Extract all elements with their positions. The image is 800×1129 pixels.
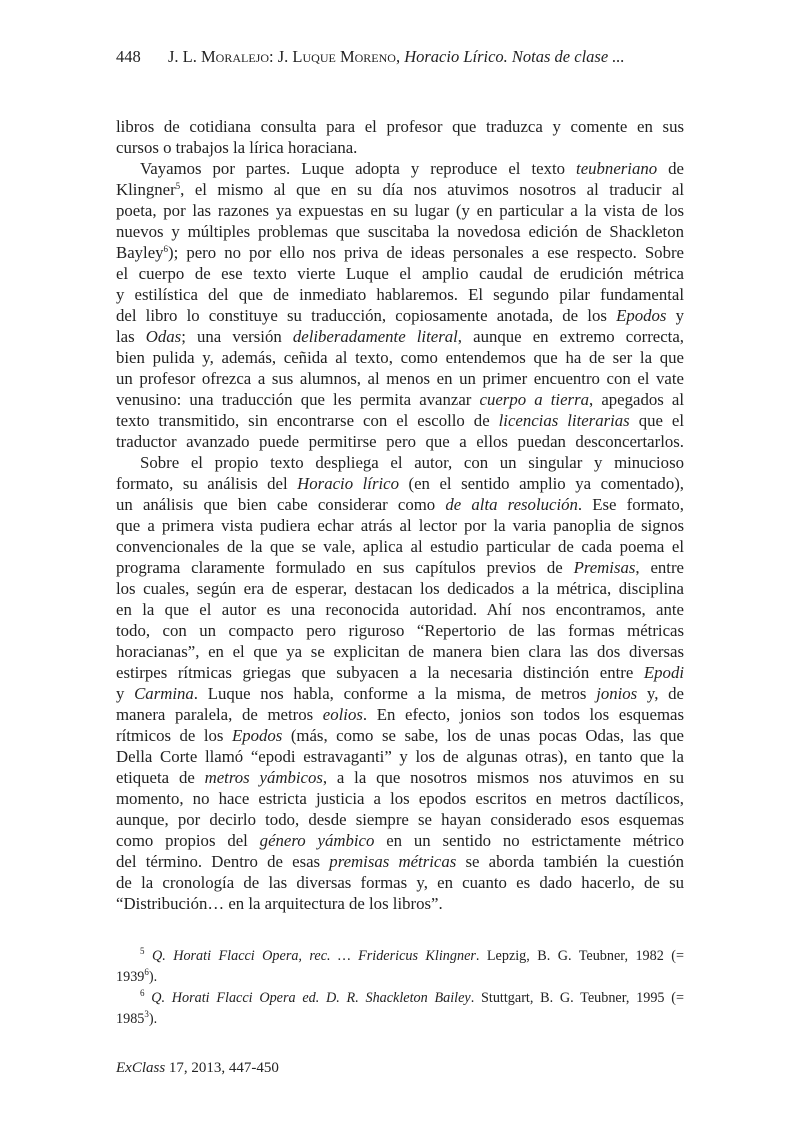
text-run: del libro lo constituye su traducción, copiosamente anotada, de los (116, 306, 617, 325)
text-run: libros de cotidiana consulta para el profesor que traduzca y comente en sus (116, 117, 684, 136)
text-line (116, 305, 684, 326)
text-run: “Distribución… en la arquitectura de los libros”. (116, 894, 443, 913)
footnote-marker: 5 (175, 181, 181, 191)
text-line (116, 179, 684, 200)
separator: , (395, 47, 405, 66)
text-line (116, 410, 684, 431)
text-run: y (116, 684, 135, 703)
text-line (116, 578, 684, 599)
book-title: Horacio Lírico. Notas de clase ... (404, 47, 625, 66)
text-line (116, 368, 684, 389)
text-line (116, 788, 684, 809)
text-run: (más, como se sabe, los de unas pocas Odas, las que (282, 726, 684, 745)
text-run: rítmicos de los (116, 726, 232, 745)
italic-text: jonios (596, 684, 638, 703)
italic-text: de alta resolución (445, 495, 578, 514)
text-run: venusino: una traducción que les permita avanzar (116, 390, 480, 409)
footnote-marker: 6 (144, 967, 149, 977)
text-run (145, 948, 152, 964)
italic-text: licencias literarias (498, 411, 630, 430)
footnote-marker: 6 (163, 244, 169, 254)
text-run: momento, no hace estricta justicia a los epodos escritos en metros dactílicos, (116, 789, 684, 808)
text-run: se aborda también la cuestión (456, 852, 685, 871)
footnote-marker: 5 (140, 946, 145, 956)
footnote-line (116, 946, 684, 967)
text-line (116, 263, 684, 284)
text-run: horacianas”, en el que ya se explicitan de manera bien clara las dos diversas (116, 642, 684, 661)
separator: : (269, 47, 278, 66)
text-line (116, 704, 684, 725)
text-run: bien pulida y, además, ceñida al texto, como entendemos que ha de ser la que (116, 348, 684, 367)
text-run: . Lepzig, B. G. Teubner, 1982 (= (475, 948, 684, 964)
text-run: Vayamos por partes. Luque adopta y reproduce el texto (140, 159, 577, 178)
text-run: que el (629, 411, 685, 430)
footnote-line (116, 967, 684, 988)
text-line (116, 767, 684, 788)
text-line (116, 431, 684, 452)
footnote-marker: 3 (144, 1009, 149, 1019)
text-line (116, 515, 684, 536)
text-line (116, 284, 684, 305)
text-run: . Luque nos habla, conforme a la misma, de metros (193, 684, 597, 703)
text-run: , apegados al (589, 390, 685, 409)
text-run: el cuerpo de ese texto vierte Luque el amplio caudal de erudición métrica (116, 264, 684, 283)
text-run: en un sentido no estrictamente métrico (374, 831, 684, 850)
text-run: . Ese formato, (577, 495, 684, 514)
page-number: 448 (116, 47, 141, 66)
text-line (116, 389, 684, 410)
text-run: , aunque en extremo correcta, (457, 327, 684, 346)
text-run: ; una versión (181, 327, 293, 346)
text-run: , entre (635, 558, 684, 577)
italic-text: Q. Horati Flacci Opera ed. D. R. Shackleton Bailey (151, 990, 471, 1006)
italic-text: metros yámbicos (204, 768, 323, 787)
text-run: texto transmitido, sin encontrarse con el escollo de (116, 411, 499, 430)
italic-text: Horacio lírico (297, 474, 399, 493)
text-run: , el mismo al que en su día nos atuvimos nosotros al traducir al (180, 180, 684, 199)
italic-text: deliberadamente literal (292, 327, 458, 346)
italic-text: cuerpo a tierra (479, 390, 589, 409)
author-name: J. Luque Moreno (277, 47, 396, 66)
text-run: convencionales de la que se vale, aplica al estudio particular de cada poema el (116, 537, 684, 556)
body-text (116, 116, 684, 914)
text-run: 1939 (116, 969, 145, 985)
text-run: nuevos y múltiples problemas que suscitaba la novedosa edición de Shackleton (116, 222, 684, 241)
text-run: Bayley (116, 243, 164, 262)
text-run: Sobre el propio texto despliega el autor, con un singular y minucioso (140, 453, 684, 472)
reviewer-name: J. L. Moralejo (168, 47, 270, 66)
text-run: Klingner (116, 180, 176, 199)
text-run: como propios del (116, 831, 260, 850)
footnote-line (116, 988, 684, 1009)
text-run: programa claramente formulado en sus capítulos previos de (116, 558, 574, 577)
text-run: todo, con un compacto pero riguroso “Repertorio de las formas métricas (116, 621, 684, 640)
text-line (116, 473, 684, 494)
italic-text: premisas métricas (329, 852, 457, 871)
journal-name: ExClass (116, 1060, 166, 1076)
italic-text: eolios (322, 705, 363, 724)
running-header (116, 47, 625, 67)
text-line (116, 641, 684, 662)
italic-text: Epodos (616, 306, 667, 325)
text-run: estirpes rítmicas griegas que subyacen a la necesaria distinción entre (116, 663, 644, 682)
text-run: y, de (637, 684, 684, 703)
text-line (116, 137, 684, 158)
text-run: aunque, por decirlo todo, desde siempre se hayan considerado esos esquemas (116, 810, 684, 829)
text-line (116, 662, 684, 683)
text-run: . Stuttgart, B. G. Teubner, 1995 (= (470, 990, 684, 1006)
text-line (116, 851, 684, 872)
journal-footer (116, 1060, 279, 1077)
text-run: ). (148, 969, 158, 985)
text-run: las (116, 327, 146, 346)
text-line (116, 536, 684, 557)
text-run: 1985 (116, 1011, 145, 1027)
italic-text: Premisas (573, 558, 636, 577)
text-line (116, 599, 684, 620)
text-line (116, 725, 684, 746)
text-run: ). (148, 1011, 158, 1027)
text-run: manera paralela, de metros (116, 705, 323, 724)
text-line (116, 683, 684, 704)
text-line (116, 746, 684, 767)
text-run: un análisis que bien cabe considerar como (116, 495, 446, 514)
text-run: los cuales, según era de esperar, destacan los dedicados a la métrica, disciplina (116, 579, 684, 598)
italic-text: Q. Horati Flacci Opera, rec. … Fridericus Klingner (151, 948, 476, 964)
footnote-line (116, 1009, 684, 1030)
text-run: formato, su análisis del (116, 474, 298, 493)
text-run: traductor avanzado puede permitirse pero que a ellos puedan desconcertarlos. (116, 432, 684, 451)
text-run: etiqueta de (116, 768, 205, 787)
italic-text: Epodi (643, 663, 684, 682)
italic-text: Epodos (231, 726, 283, 745)
text-run: de la cronología de las diversas formas y, en cuanto es dado hacerlo, de su (116, 873, 684, 892)
text-line (116, 116, 684, 137)
journal-citation: 17, 2013, 447-450 (165, 1060, 279, 1076)
text-run: . En efecto, jonios son todos los esquemas (362, 705, 684, 724)
text-line (116, 830, 684, 851)
text-line (116, 221, 684, 242)
text-run: ); pero no por ello nos priva de ideas personales a ese respecto. Sobre (168, 243, 684, 262)
text-line (116, 452, 684, 473)
text-line (116, 200, 684, 221)
text-line (116, 326, 684, 347)
text-line (116, 872, 684, 893)
text-line (116, 242, 684, 263)
italic-text: género yámbico (259, 831, 375, 850)
text-line (116, 893, 684, 914)
footnotes (116, 946, 684, 1030)
text-line (116, 158, 684, 179)
text-run: , a la que nosotros mismos nos atuvimos en su (322, 768, 684, 787)
text-run: en la que el autor es una reconocida autoridad. Ahí nos encontramos, ante (116, 600, 684, 619)
text-line (116, 620, 684, 641)
italic-text: teubneriano (576, 159, 658, 178)
text-run: cursos o trabajos la lírica horaciana. (116, 138, 358, 157)
text-run: poeta, por las razones ya expuestas en su lugar (y en particular a la vista de los (116, 201, 684, 220)
footnote-marker: 6 (140, 988, 145, 998)
text-run: y (666, 306, 684, 325)
text-run: (en el sentido amplio ya comentado), (398, 474, 684, 493)
text-run: que a primera vista pudiera echar atrás al lector por la varia panoplia de signos (116, 516, 684, 535)
text-run: y estilística del que de inmediato hablaremos. El segundo pilar fundamental (116, 285, 684, 304)
italic-text: Carmina (134, 684, 194, 703)
text-line (116, 809, 684, 830)
text-line (116, 557, 684, 578)
text-line (116, 494, 684, 515)
text-run: un profesor ofrezca a sus alumnos, al menos en un primer encuentro con el vate (116, 369, 684, 388)
text-line (116, 347, 684, 368)
text-run: Della Corte llamó “epodi estravaganti” y los de algunas otras), en tanto que la (116, 747, 684, 766)
text-run: del término. Dentro de esas (116, 852, 330, 871)
italic-text: Odas (145, 327, 182, 346)
text-run: de (657, 159, 684, 178)
